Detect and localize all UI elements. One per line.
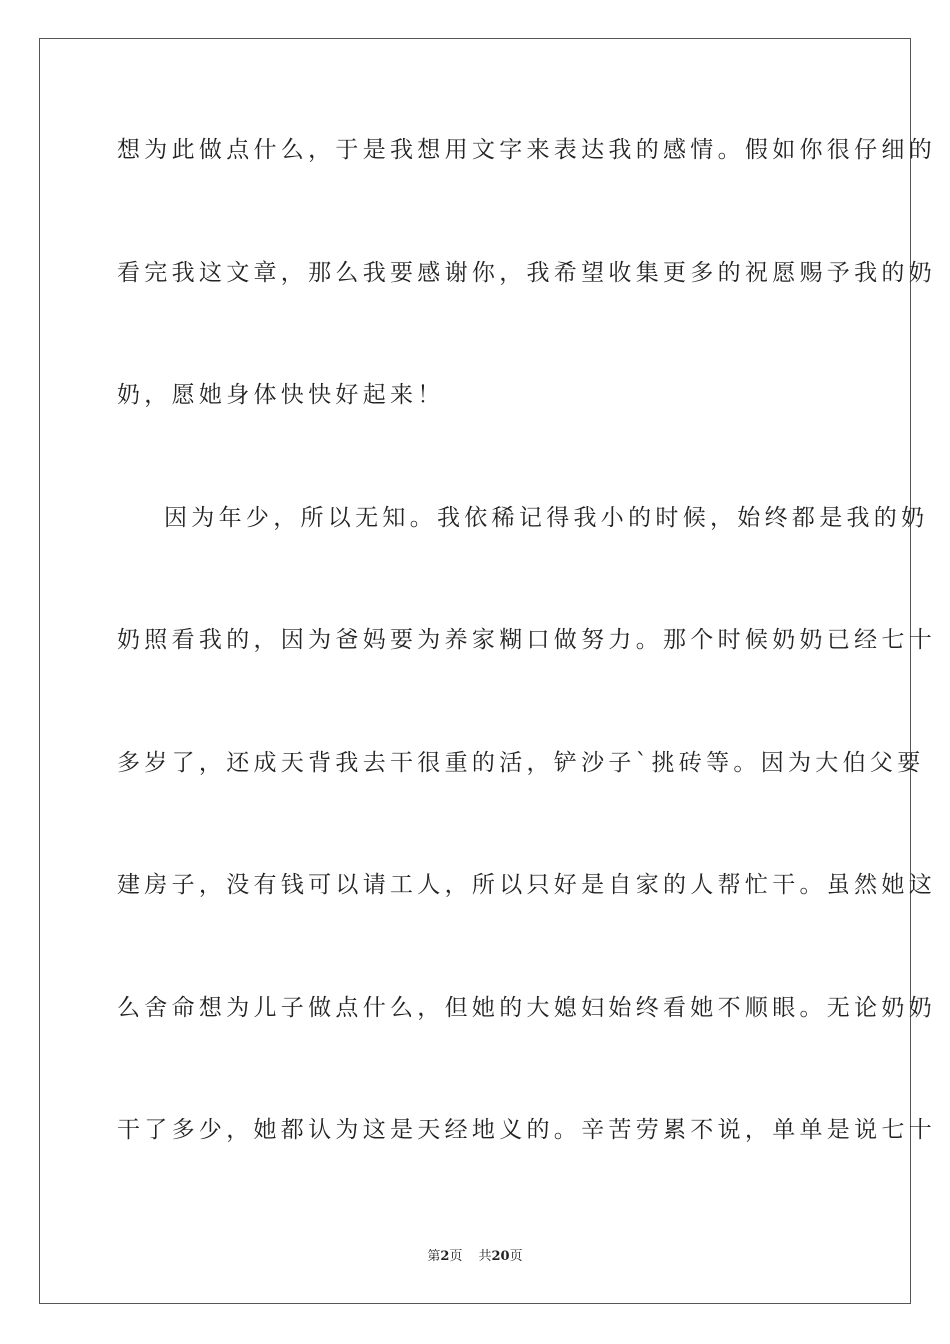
text-line: 看完我这文章，那么我要感谢你，我希望收集更多的祝愿赐予我的奶 [117,259,936,286]
current-page-number: 2 [440,1249,450,1264]
text-line: 干了多少，她都认为这是天经地义的。辛苦劳累不说，单单是说七十 [117,1117,936,1143]
page-footer [0,1245,950,1264]
total-suffix: 页 [509,1249,523,1264]
text-line: 想为此做点什么，于是我想用文字来表达我的感情。假如你很仔细的 [117,137,936,163]
document-body [117,120,936,1223]
total-page-count: 20 [491,1249,510,1264]
text-line: 奶，愿她身体快快好起来！ [117,382,445,408]
page-suffix: 页 [449,1249,463,1264]
total-prefix: 共 [478,1249,492,1264]
page-prefix: 第 [427,1249,441,1264]
text-line: 么舍命想为儿子做点什么，但她的大媳妇始终看她不顺眼。无论奶奶 [117,994,936,1021]
text-line: 多岁了，还成天背我去干很重的活，铲沙子`挑砖等。因为大伯父要 [117,749,925,776]
paragraph-start-line: 因为年少，所以无知。我依稀记得我小的时候，始终都是我的奶 [164,504,929,531]
text-line: 奶照看我的，因为爸妈要为养家糊口做努力。那个时候奶奶已经七十 [117,627,936,653]
text-line: 建房子，没有钱可以请工人，所以只好是自家的人帮忙干。虽然她这 [117,872,936,898]
